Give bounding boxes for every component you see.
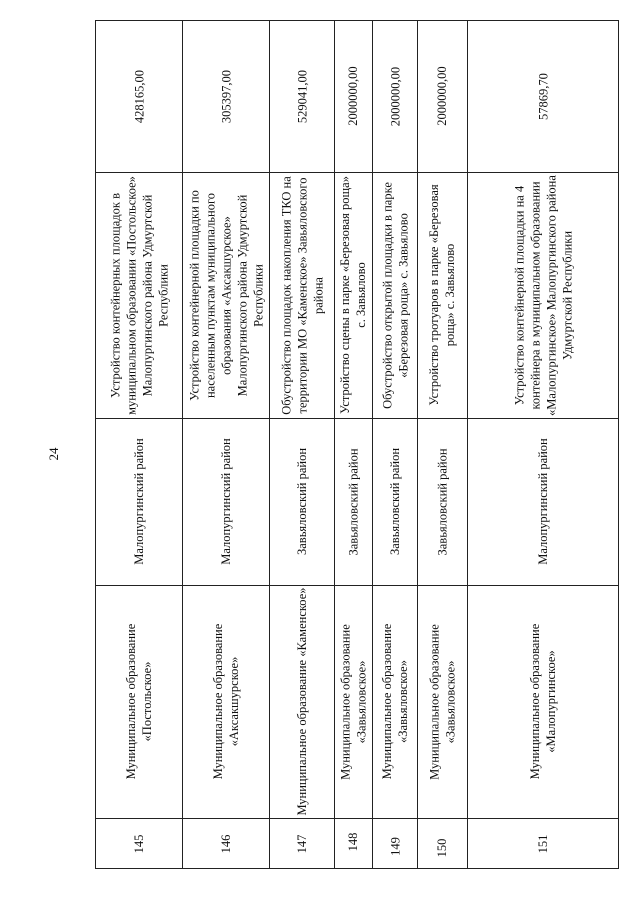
district-cell: Малопургинский район bbox=[131, 438, 146, 565]
row-number: 148 bbox=[346, 832, 360, 852]
work-cell: Устройство контейнерной площадки по населенным пунктам муниципального образования «Аксакшурское» Малопургинского района Удмуртской Республики bbox=[186, 189, 265, 401]
district-cell: Малопургинский район bbox=[218, 438, 233, 565]
district-cell: Малопургинский район bbox=[535, 438, 550, 565]
work-cell: Обустройство площадок накопления ТКО на территории МО «Каменское» Завьяловского района bbox=[278, 175, 325, 415]
row-number: 147 bbox=[294, 834, 309, 853]
municipality-cell: Муниципальное образование «Завьяловское» bbox=[379, 623, 410, 780]
work-cell: Устройство тротуаров в парке «Березовая роща» с. Завьялово bbox=[427, 184, 457, 406]
amount-cell: 2000000,00 bbox=[387, 66, 402, 126]
work-cell: Устройство контейнерной площадки на 4 контейнера в муниципальном образовании «Малопургинское» Малопургинского района Удмуртской Республики bbox=[511, 174, 574, 416]
amount-cell: 428165,00 bbox=[131, 69, 146, 123]
district-cell: Завьяловский район bbox=[387, 447, 402, 556]
municipality-cell: Муниципальное образование «Завьяловское» bbox=[427, 623, 457, 780]
amount-cell: 2000000,00 bbox=[346, 66, 360, 126]
work-cell: Устройство сцены в парке «Березовая роща» с. Завьялово bbox=[338, 176, 368, 414]
district-cell: Завьяловский район bbox=[346, 447, 360, 556]
row-number: 145 bbox=[131, 834, 146, 853]
municipality-cell: Муниципальное образование «Малопургинское» bbox=[527, 623, 558, 780]
amount-cell: 57869,70 bbox=[535, 72, 550, 120]
work-cell: Устройство контейнерных площадок в муниципальном образовании «Постольское» Малопургинского района Удмуртской Республики bbox=[107, 175, 170, 415]
district-cell: Завьяловский район bbox=[435, 447, 449, 556]
amount-cell: 305397,00 bbox=[218, 69, 233, 123]
row-number: 151 bbox=[535, 834, 550, 853]
row-number: 150 bbox=[435, 838, 449, 858]
municipality-cell: Муниципальное образование «Аксакшурское» bbox=[210, 623, 241, 780]
district-cell: Завьяловский район bbox=[294, 447, 309, 556]
municipality-cell: Муниципальное образование «Каменское» bbox=[294, 587, 309, 816]
amount-cell: 529041,00 bbox=[294, 69, 309, 123]
municipality-cell: Муниципальное образование «Постольское» bbox=[123, 623, 154, 780]
amount-cell: 2000000,00 bbox=[435, 66, 449, 126]
page-number: 24 bbox=[46, 447, 61, 461]
work-cell: Обустройство открытой площадки в парке «Березовая роща» с. Завьялово bbox=[379, 181, 410, 409]
row-number: 146 bbox=[218, 834, 233, 853]
municipality-cell: Муниципальное образование «Завьяловское» bbox=[338, 623, 368, 780]
row-number: 149 bbox=[387, 836, 402, 856]
